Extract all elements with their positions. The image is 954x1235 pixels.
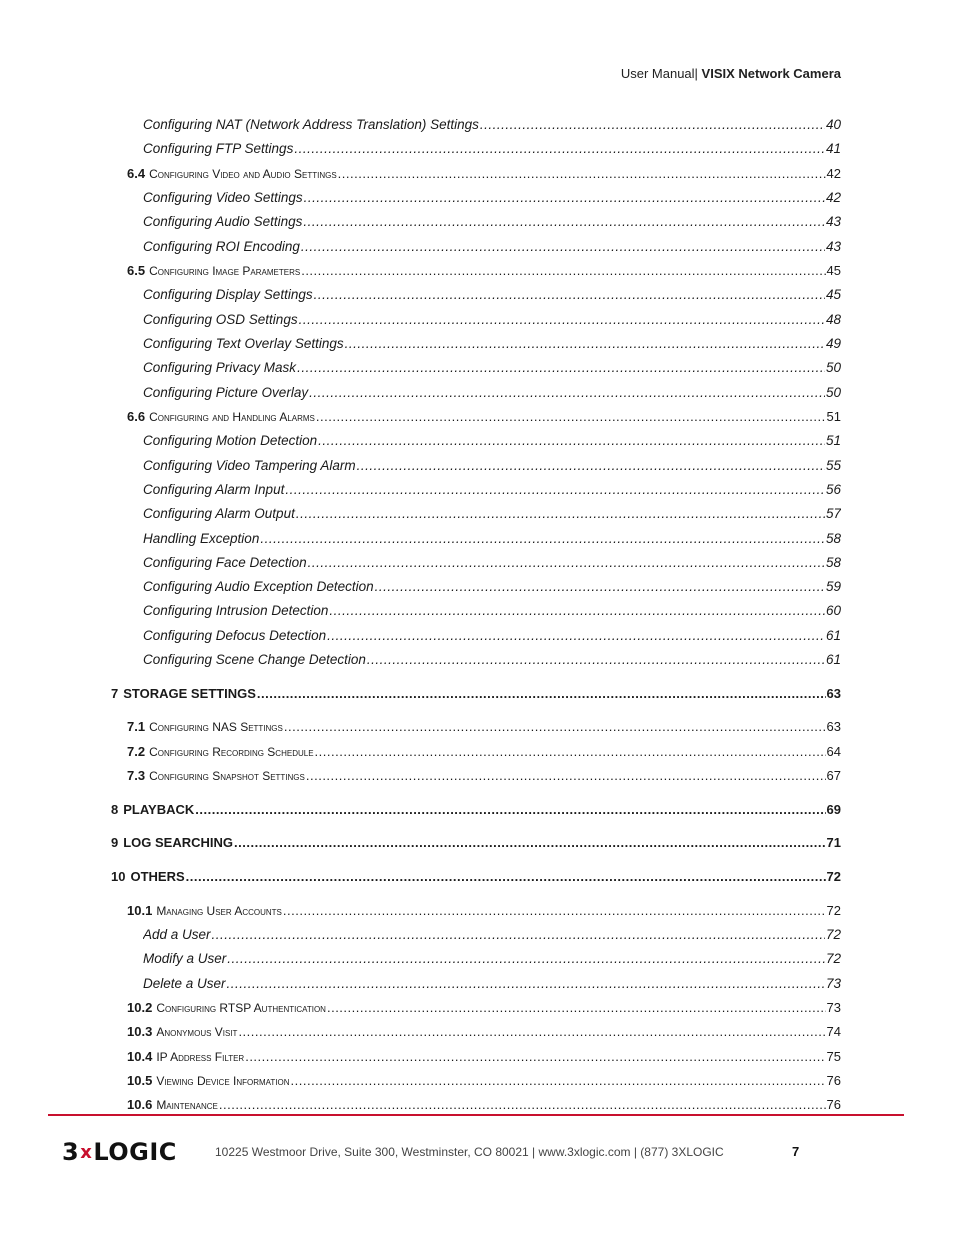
dot-leader [219, 1096, 826, 1114]
toc-entry-text: Configuring NAS Settings [149, 720, 283, 734]
toc-entry-text: Managing User Accounts [156, 904, 282, 918]
dot-leader [227, 975, 825, 993]
toc-entry-title [143, 286, 313, 304]
toc-entry[interactable] [127, 262, 841, 280]
toc-entry-page: 72 [826, 869, 841, 884]
footer-address: 10225 Westmoor Drive, Suite 300, Westminster, CO 80021 | www.3xlogic.com | (877) 3XLOGIC [215, 1145, 724, 1159]
toc-entry-text: OTHERS [130, 869, 185, 884]
toc-entry[interactable] [143, 359, 841, 377]
dot-leader [301, 238, 825, 256]
toc-entry-page: 72 [825, 951, 841, 966]
toc-entry-page: 72 [825, 927, 841, 942]
toc-entry[interactable] [127, 165, 841, 183]
toc-entry-page: 60 [825, 603, 841, 618]
toc-entry-text: LOG SEARCHING [123, 835, 234, 850]
product-name: VISIX Network Camera [701, 66, 841, 81]
toc-entry-title [143, 213, 302, 231]
toc-entry-text: Modify a User [143, 951, 227, 966]
toc-entry[interactable] [143, 926, 841, 944]
toc-entry-text: PLAYBACK [123, 802, 195, 817]
toc-entry-title [127, 718, 283, 736]
toc-entry-number: 7.1 [127, 719, 146, 734]
toc-entry-page: 40 [825, 117, 841, 132]
toc-entry[interactable] [111, 868, 841, 886]
toc-entry[interactable] [143, 213, 841, 231]
toc-entry[interactable] [143, 602, 841, 620]
company-logo [62, 1139, 177, 1165]
toc-entry-number: 7.2 [127, 744, 146, 759]
toc-entry-number: 7.3 [127, 768, 146, 783]
toc-entry-page: 67 [826, 768, 841, 783]
dot-leader [308, 554, 825, 572]
toc-entry-title [143, 311, 298, 329]
toc-entry-text: Configuring Privacy Mask [143, 360, 297, 375]
toc-entry[interactable] [143, 578, 841, 596]
toc-entry-title [143, 359, 296, 377]
toc-entry[interactable] [143, 286, 841, 304]
toc-entry-page: 50 [825, 385, 841, 400]
toc-entry[interactable] [127, 1072, 841, 1090]
toc-entry-text: Configuring Text Overlay Settings [143, 336, 344, 351]
dot-leader [306, 767, 826, 785]
toc-entry[interactable] [143, 432, 841, 450]
toc-entry-page: 45 [825, 287, 841, 302]
toc-entry-title [127, 408, 315, 426]
toc-entry-title [111, 834, 233, 852]
toc-entry-title [143, 578, 374, 596]
toc-entry-title [111, 868, 185, 886]
toc-entry-page: 61 [825, 652, 841, 667]
toc-entry[interactable] [127, 718, 841, 736]
toc-entry-text: STORAGE SETTINGS [123, 686, 256, 701]
toc-entry-title [127, 1096, 218, 1114]
toc-entry-page: 69 [826, 802, 841, 817]
toc-entry-text: Configuring Intrusion Detection [143, 603, 329, 618]
dot-leader [345, 335, 825, 353]
toc-entry-text: Configuring Image Parameters [149, 264, 301, 278]
toc-entry[interactable] [111, 801, 841, 819]
toc-entry[interactable] [143, 457, 841, 475]
toc-entry-title [127, 902, 282, 920]
toc-entry-text: IP Address Filter [156, 1050, 245, 1064]
toc-entry-title [127, 1023, 237, 1041]
toc-entry-number: 6.6 [127, 409, 146, 424]
dot-leader [227, 950, 825, 968]
toc-entry-page: 61 [825, 628, 841, 643]
toc-entry-title [143, 602, 328, 620]
toc-entry-page: 41 [825, 141, 841, 156]
toc-entry[interactable] [143, 651, 841, 669]
toc-entry-page: 55 [825, 458, 841, 473]
toc-entry-page: 42 [826, 166, 841, 181]
toc-entry-title [127, 999, 326, 1017]
toc-entry[interactable] [127, 1048, 841, 1066]
toc-entry-title [143, 505, 295, 523]
dot-leader [294, 140, 825, 158]
toc-entry[interactable] [143, 505, 841, 523]
toc-entry-page: 56 [825, 482, 841, 497]
toc-entry-number: 8 [111, 802, 119, 817]
toc-entry-page: 72 [826, 903, 841, 918]
toc-entry-text: Configuring Face Detection [143, 555, 307, 570]
toc-entry-number: 10.4 [127, 1049, 153, 1064]
toc-entry[interactable] [143, 116, 841, 134]
toc-entry-page: 58 [825, 531, 841, 546]
dot-leader [327, 627, 825, 645]
dot-leader [212, 926, 825, 944]
toc-entry-title [143, 926, 211, 944]
toc-entry-title [127, 1048, 244, 1066]
toc-entry-title [143, 384, 308, 402]
logo-part-3: 3 [62, 1138, 80, 1166]
dot-leader [315, 743, 826, 761]
dot-leader [257, 685, 826, 703]
dot-leader [375, 578, 825, 596]
toc-entry-title [143, 975, 226, 993]
toc-entry-title [143, 116, 479, 134]
dot-leader [301, 262, 825, 280]
toc-entry-text: Configuring Display Settings [143, 287, 313, 302]
dot-leader [260, 530, 825, 548]
toc-entry-number: 7 [111, 686, 119, 701]
toc-entry-text: Configuring RTSP Authentication [156, 1001, 326, 1015]
toc-entry-text: Configuring NAT (Network Address Translation) Settings [143, 117, 479, 132]
logo-part-x: x [80, 1141, 93, 1163]
toc-entry-title [143, 335, 344, 353]
toc-entry-text: Configuring OSD Settings [143, 312, 298, 327]
toc-entry[interactable] [143, 627, 841, 645]
dot-leader [314, 286, 825, 304]
toc-entry[interactable] [143, 311, 841, 329]
toc-entry-text: Add a User [143, 927, 211, 942]
dot-leader [309, 384, 825, 402]
toc-entry-title [143, 457, 356, 475]
toc-entry-page: 76 [826, 1073, 841, 1088]
footer-divider [48, 1114, 904, 1116]
dot-leader [285, 481, 825, 499]
toc-entry[interactable] [143, 950, 841, 968]
toc-entry-page: 57 [825, 506, 841, 521]
toc-entry[interactable] [143, 554, 841, 572]
toc-entry-page: 42 [825, 190, 841, 205]
toc-entry-number: 10.3 [127, 1024, 153, 1039]
toc-entry-text: Handling Exception [143, 531, 260, 546]
toc-entry[interactable] [111, 685, 841, 703]
toc-entry-title [143, 189, 303, 207]
dot-leader [338, 165, 826, 183]
toc-entry-text: Configuring Video Settings [143, 190, 303, 205]
toc-entry-page: 43 [825, 239, 841, 254]
toc-entry-page: 59 [825, 579, 841, 594]
toc-entry-text: Anonymous Visit [156, 1025, 238, 1039]
toc-entry[interactable] [127, 1023, 841, 1041]
toc-entry-text: Configuring Video and Audio Settings [149, 167, 337, 181]
toc-entry[interactable] [143, 384, 841, 402]
toc-entry-page: 49 [825, 336, 841, 351]
toc-entry[interactable] [127, 743, 841, 761]
toc-entry-text: Configuring Alarm Input [143, 482, 285, 497]
toc-entry-text: Configuring Recording Schedule [149, 745, 314, 759]
toc-entry[interactable] [143, 140, 841, 158]
toc-entry-page: 75 [826, 1049, 841, 1064]
toc-entry-page: 76 [826, 1097, 841, 1112]
toc-entry[interactable] [127, 767, 841, 785]
toc-entry[interactable] [127, 999, 841, 1017]
toc-entry-title [143, 554, 307, 572]
toc-entry[interactable] [143, 189, 841, 207]
toc-entry-page: 51 [826, 409, 841, 424]
toc-entry-title [143, 627, 326, 645]
toc-entry-title [143, 140, 293, 158]
dot-leader [329, 602, 825, 620]
toc-entry-number: 10.1 [127, 903, 153, 918]
toc-entry-number: 6.4 [127, 166, 146, 181]
toc-entry-text: Configuring and Handling Alarms [149, 410, 315, 424]
toc-entry-text: Configuring Alarm Output [143, 506, 295, 521]
toc-entry-page: 58 [825, 555, 841, 570]
toc-entry-text: Delete a User [143, 976, 226, 991]
dot-leader [245, 1048, 825, 1066]
dot-leader [367, 651, 825, 669]
toc-entry[interactable] [143, 238, 841, 256]
toc-entry-text: Configuring Motion Detection [143, 433, 318, 448]
logo-part-logic: LOGIC [93, 1138, 177, 1166]
dot-leader [186, 868, 826, 886]
toc-entry-text: Configuring Snapshot Settings [149, 769, 305, 783]
toc-entry[interactable] [143, 975, 841, 993]
dot-leader [283, 902, 826, 920]
toc-entry-number: 10 [111, 869, 126, 884]
toc-entry[interactable] [127, 408, 841, 426]
dot-leader [299, 311, 825, 329]
toc-entry-title [111, 801, 194, 819]
toc-entry-text: Configuring Audio Exception Detection [143, 579, 374, 594]
toc-entry-page: 51 [825, 433, 841, 448]
toc-entry-title [143, 238, 300, 256]
toc-entry-title [143, 651, 366, 669]
toc-entry-page: 63 [826, 719, 841, 734]
dot-leader [316, 408, 826, 426]
toc-entry[interactable] [111, 834, 841, 852]
dot-leader [303, 213, 825, 231]
toc-entry-text: Configuring Scene Change Detection [143, 652, 366, 667]
toc-entry-text: Configuring Video Tampering Alarm [143, 458, 356, 473]
toc-entry-page: 45 [826, 263, 841, 278]
toc-entry[interactable] [143, 530, 841, 548]
toc-entry-title [143, 481, 284, 499]
toc-entry-number: 9 [111, 835, 119, 850]
toc-entry-page: 73 [825, 976, 841, 991]
dot-leader [234, 834, 826, 852]
toc-entry-text: Configuring Picture Overlay [143, 385, 309, 400]
dot-leader [297, 359, 825, 377]
dot-leader [238, 1023, 825, 1041]
toc-entry-title [127, 262, 300, 280]
dot-leader [195, 801, 825, 819]
toc-entry-text: Configuring FTP Settings [143, 141, 294, 156]
dot-leader [291, 1072, 826, 1090]
toc-entry[interactable] [143, 335, 841, 353]
toc-entry-page: 63 [826, 686, 841, 701]
manual-label: User Manual| [620, 66, 698, 81]
toc-entry-page: 64 [826, 744, 841, 759]
dot-leader [296, 505, 825, 523]
toc-entry-text: Maintenance [156, 1098, 218, 1112]
toc-entry[interactable] [143, 481, 841, 499]
toc-entry-title [143, 530, 259, 548]
toc-entry-number: 10.2 [127, 1000, 153, 1015]
toc-entry-title [143, 950, 226, 968]
toc-entry-text: Configuring ROI Encoding [143, 239, 300, 254]
toc-entry[interactable] [127, 902, 841, 920]
toc-entry-title [127, 767, 305, 785]
page-number: 7 [792, 1144, 800, 1159]
toc-entry-title [143, 432, 317, 450]
dot-leader [357, 457, 825, 475]
toc-entry-text: Viewing Device Information [156, 1074, 290, 1088]
dot-leader [480, 116, 825, 134]
toc-entry-page: 48 [825, 312, 841, 327]
toc-entry-number: 10.6 [127, 1097, 153, 1112]
toc-entry-number: 6.5 [127, 263, 146, 278]
dot-leader [318, 432, 825, 450]
toc-entry[interactable] [127, 1096, 841, 1114]
toc-entry-title [127, 1072, 290, 1090]
toc-entry-text: Configuring Audio Settings [143, 214, 303, 229]
toc-entry-page: 73 [826, 1000, 841, 1015]
toc-entry-page: 71 [826, 835, 841, 850]
toc-entry-page: 50 [825, 360, 841, 375]
dot-leader [304, 189, 825, 207]
dot-leader [327, 999, 826, 1017]
toc-entry-number: 10.5 [127, 1073, 153, 1088]
toc-entry-title [127, 165, 337, 183]
toc-entry-page: 74 [826, 1024, 841, 1039]
toc-entry-title [127, 743, 314, 761]
toc-entry-text: Configuring Defocus Detection [143, 628, 327, 643]
dot-leader [284, 718, 826, 736]
toc-entry-page: 43 [825, 214, 841, 229]
toc-entry-title [111, 685, 256, 703]
